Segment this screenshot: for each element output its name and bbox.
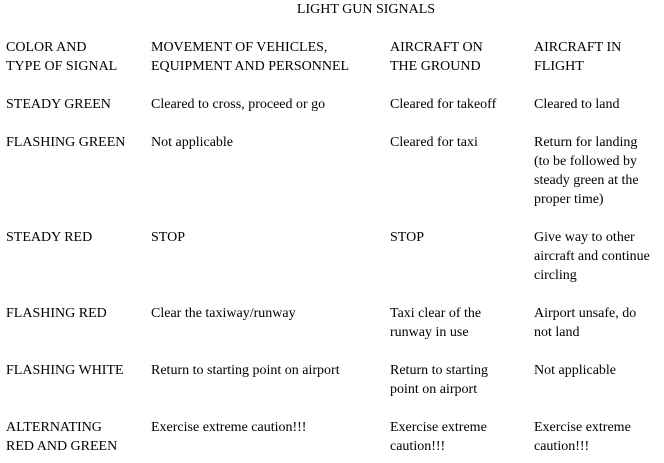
- header-aircraft-ground: AIRCRAFT ON THE GROUND: [390, 40, 483, 74]
- header-color-type: COLOR AND TYPE OF SIGNAL: [6, 40, 118, 74]
- row-flashing-red-vehicles: Clear the taxiway/runway: [151, 306, 296, 321]
- page-title: LIGHT GUN SIGNALS: [296, 2, 436, 17]
- row-flashing-green-vehicles: Not applicable: [151, 135, 234, 150]
- row-alternating-ground: Exercise extreme caution!!!: [390, 420, 487, 454]
- row-flashing-white-flight: Not applicable: [534, 363, 617, 378]
- row-steady-green-flight: Cleared to land: [534, 97, 620, 112]
- header-vehicles: MOVEMENT OF VEHICLES, EQUIPMENT AND PERSONNEL: [151, 40, 350, 74]
- row-flashing-white-ground: Return to starting point on airport: [390, 363, 488, 397]
- header-aircraft-flight: AIRCRAFT IN FLIGHT: [534, 40, 622, 74]
- row-alternating-flight: Exercise extreme caution!!!: [534, 420, 631, 454]
- row-steady-red-vehicles: STOP: [151, 230, 185, 245]
- row-steady-green-signal: STEADY GREEN: [6, 97, 111, 112]
- row-flashing-green-signal: FLASHING GREEN: [6, 135, 126, 150]
- row-flashing-red-flight: Airport unsafe, do not land: [534, 306, 637, 340]
- row-steady-red-signal: STEADY RED: [6, 230, 93, 245]
- row-alternating-vehicles: Exercise extreme caution!!!: [151, 420, 307, 435]
- row-alternating-signal: ALTERNATING RED AND GREEN: [6, 420, 118, 454]
- row-flashing-green-flight: Return for landing (to be followed by steady green at the proper time): [534, 135, 639, 207]
- row-flashing-white-signal: FLASHING WHITE: [6, 363, 124, 378]
- row-flashing-red-ground: Taxi clear of the runway in use: [390, 306, 482, 340]
- row-flashing-green-ground: Cleared for taxi: [390, 135, 478, 150]
- row-flashing-red-signal: FLASHING RED: [6, 306, 107, 321]
- row-flashing-white-vehicles: Return to starting point on airport: [151, 363, 340, 378]
- row-steady-green-ground: Cleared for takeoff: [390, 97, 497, 112]
- row-steady-red-flight: Give way to other aircraft and continue circling: [534, 230, 650, 283]
- row-steady-red-ground: STOP: [390, 230, 424, 245]
- row-steady-green-vehicles: Cleared to cross, proceed or go: [151, 97, 326, 112]
